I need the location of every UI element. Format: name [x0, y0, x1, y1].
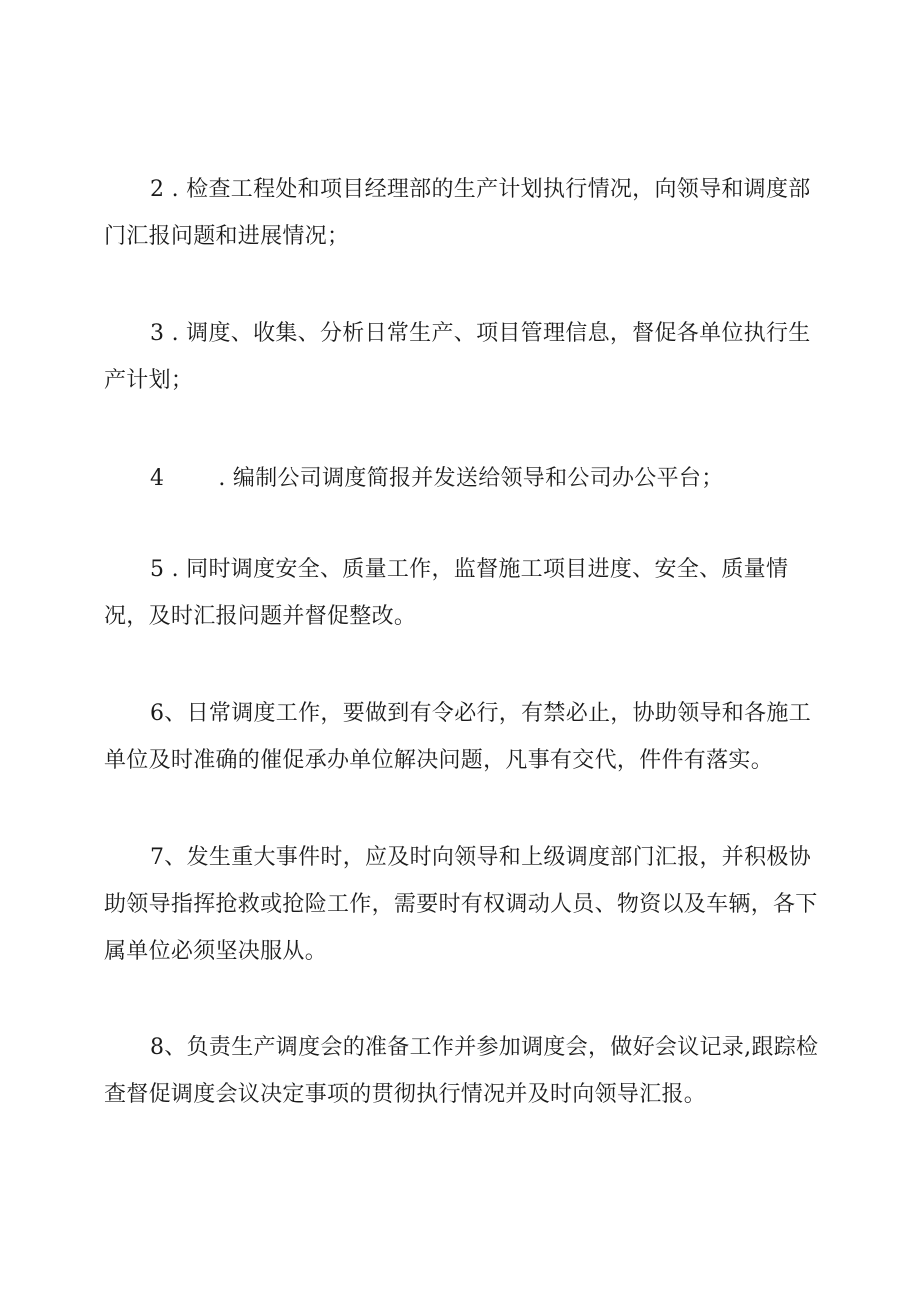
paragraph-item-8: 8、负责生产调度会的准备工作并参加调度会，做好会议记录,跟踪检查督促调度会议决定事项的贯彻执行情况并及时向领导汇报。 — [104, 1035, 819, 1107]
paragraph-item-5: 5 . 同时调度安全、质量工作，监督施工项目进度、安全、质量情况，及时汇报问题并督促整改。 — [104, 557, 789, 629]
paragraph-text-4: . 编制公司调度简报并发送给领导和公司办公平台； — [218, 466, 724, 491]
paragraph-item-4 — [104, 455, 820, 502]
paragraph-item-6: 6、日常调度工作，要做到有令必行，有禁必止，协助领导和各施工单位及时准确的催促承办单位解决问题，凡事有交代，件件有落实。 — [104, 701, 811, 773]
paragraph-number-4: 4 — [150, 466, 165, 491]
paragraph-item-3: 3 . 调度、收集、分析日常生产、项目管理信息，督促各单位执行生产计划； — [104, 321, 811, 393]
paragraph-item-2: 2 . 检查工程处和项目经理部的生产计划执行情况，向领导和调度部门汇报问题和进展情况； — [104, 177, 811, 249]
paragraph-item-7: 7、发生重大事件时，应及时向领导和上级调度部门汇报，并积极协助领导指挥抢救或抢险工作，需要时有权调动人员、物资以及车辆，各下属单位必须坚决服从。 — [104, 845, 818, 964]
